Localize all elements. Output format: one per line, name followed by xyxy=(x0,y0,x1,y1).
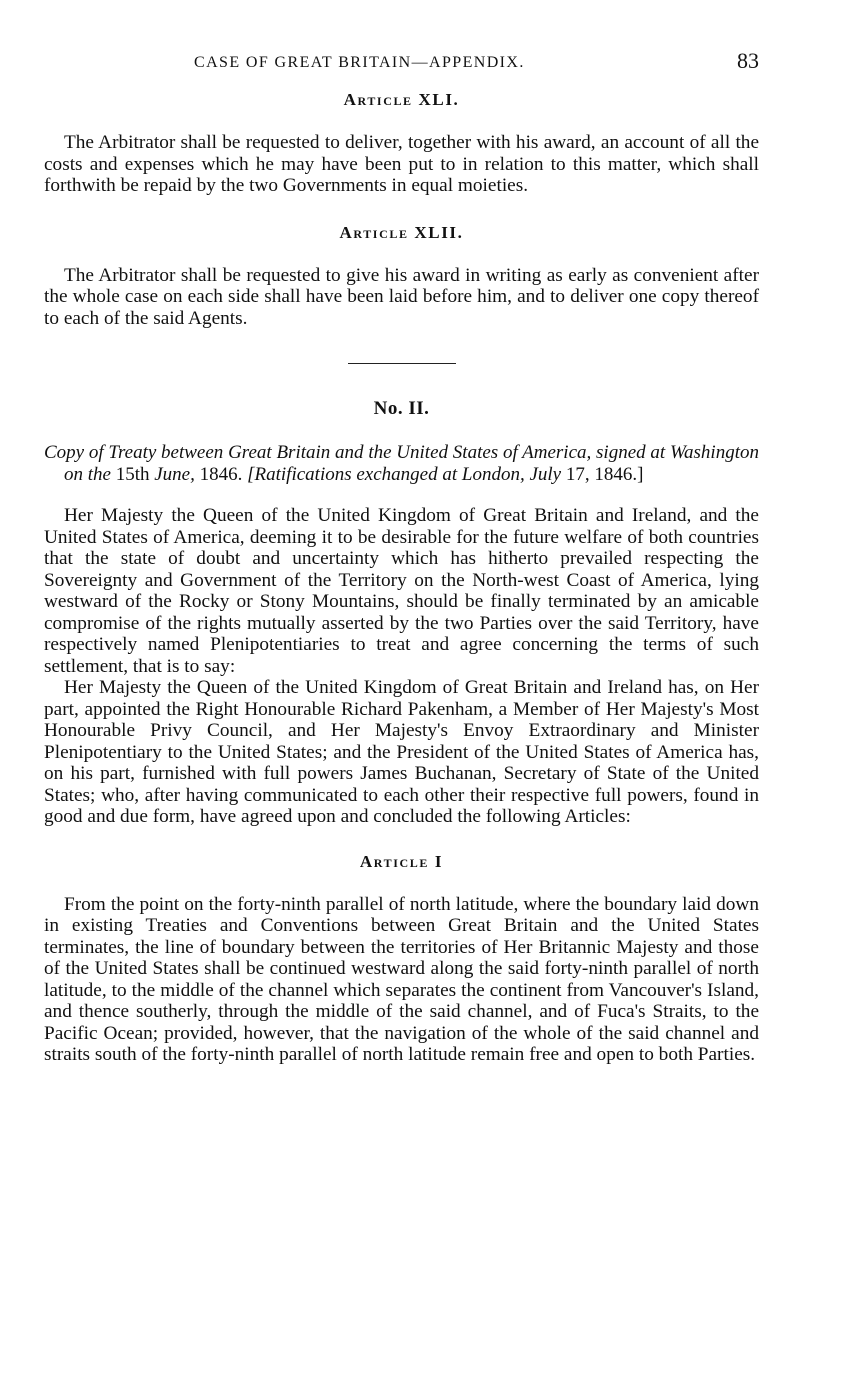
treaty-caption xyxy=(44,442,759,485)
preamble-paragraph-2: Her Majesty the Queen of the United Kingdom of Great Britain and Ireland has, on Her part, appointed the Right Honourable Richard Pakenham, a Member of Her Majesty's Most Honourable Privy Council, and Her Majesty's Envoy Extraordinary and Minister Plenipotentiary to the United States; and the President of the United States of America has, on his part, furnished with full powers James Buchanan, Secretary of State of the United States; who, after having communicated to each other their respective full powers, found in good and due form, have agreed upon and concluded the following Articles: xyxy=(44,677,759,827)
running-head xyxy=(44,48,759,78)
document-page xyxy=(44,48,759,1066)
caption-year1: 1846. xyxy=(199,463,243,485)
running-head-title: CASE OF GREAT BRITAIN—APPENDIX. xyxy=(194,54,525,71)
caption-part1: Copy of Treaty between Great Britain and the United States of America, signed at Washington on the xyxy=(44,442,759,485)
document-number-heading: No. II. xyxy=(373,398,430,419)
preamble-paragraph-1: Her Majesty the Queen of the United Kingdom of Great Britain and Ireland, and the United States of America, deeming it to be desirable for the future welfare of both countries that the state of doubt and uncertainty which has hitherto prevailed respecting the Sovereignty and Government of the Territory on the North-west Coast of America, lying westward of the Rocky or Stony Mountains, should be finally terminated by an amicable compromise of the rights mutually asserted by the two Parties over the said Territory, have respectively named Plenipotentiaries to treat and agree concerning the terms of such settlement, that is to say: xyxy=(44,505,759,677)
article-41-heading: Article XLI. xyxy=(343,90,460,109)
article-41-text: The Arbitrator shall be requested to deliver, together with his award, an account of all the costs and expenses which he may have been put to in relation to this matter, which shall forthwith be repaid by the two Governments in equal moieties. xyxy=(44,132,759,196)
caption-end: ] xyxy=(637,463,644,485)
article-42-heading: Article XLII. xyxy=(339,222,464,242)
page-number: 83 xyxy=(737,48,759,73)
caption-date1: 15th xyxy=(115,463,150,485)
article-1-text: From the point on the forty-ninth parallel of north latitude, where the boundary laid down in existing Treaties and Conventions between Great Britain and the United States terminates, the line of boundary between the territories of Her Britannic Majesty and those of the United States shall be continued westward along the said forty-ninth parallel of north latitude, to the middle of the channel which separates the continent from Vancouver's Island, and thence southerly, through the middle of the said channel, and of Fuca's Straits, to the Pacific Ocean; provided, however, that the navigation of the whole of the said channel and straits south of the forty-ninth parallel of north latitude remain free and open to both Parties. xyxy=(44,893,759,1065)
caption-part2: June, xyxy=(149,463,200,485)
article-42-text: The Arbitrator shall be requested to give his award in writing as early as convenient after the whole case on each side shall have been laid before him, and to deliver one copy thereof to each of the said Agents. xyxy=(44,264,759,329)
caption-part3: [Ratifications exchanged at London, July xyxy=(242,463,566,485)
caption-date2: 17, 1846. xyxy=(565,463,638,485)
section-divider xyxy=(348,363,456,364)
article-1-heading: Article I xyxy=(359,851,444,871)
